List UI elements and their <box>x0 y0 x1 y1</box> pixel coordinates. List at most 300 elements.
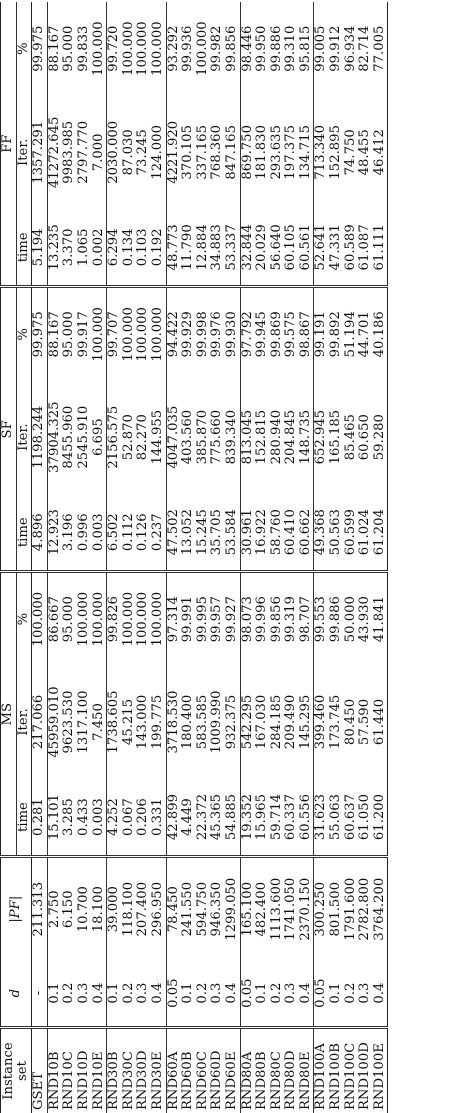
sf-pct-cell: 99.929 <box>181 287 196 380</box>
ff-time-cell: 0.002 <box>90 228 106 267</box>
sf-pct-cell: 100.000 <box>151 287 166 380</box>
ff-time-header: time <box>15 232 31 263</box>
ff-pct-header: % <box>15 42 31 55</box>
sf-iter-cell: 59.280 <box>373 380 388 494</box>
sf-time-cell: 15.245 <box>194 509 210 556</box>
sf-time-cell: 60.662 <box>297 509 313 556</box>
sf-pct-cell: 95.000 <box>62 287 77 380</box>
d-cell: 0.2 <box>120 982 136 1004</box>
table-row <box>270 2 285 1113</box>
sf-iter-cell: 1198.244 <box>32 380 48 494</box>
instance-cell: RND80D <box>284 1028 299 1113</box>
sf-time-cell: 35.705 <box>209 509 225 556</box>
pf-cell: 3764.200 <box>373 857 388 961</box>
ms-time-header: time <box>15 802 31 832</box>
d-cell: 0.3 <box>357 982 373 1004</box>
ff-iter-cell: 41272.645 <box>47 95 62 209</box>
ms-iter-cell: 284.185 <box>268 694 284 750</box>
instance-cell: RND10C <box>62 1028 77 1113</box>
d-cell: 0.4 <box>149 982 165 1004</box>
table-row <box>122 2 137 1113</box>
pf-cell: 165.100 <box>240 857 255 961</box>
ms-time-cell: 60.556 <box>297 793 313 841</box>
instance-cell: RND100C <box>344 1028 359 1113</box>
pf-cell: 2782.800 <box>358 857 373 961</box>
sf-iter-cell: 85.465 <box>342 414 358 461</box>
d-cell: - <box>32 960 48 1027</box>
d-cell: 0.05 <box>166 960 181 1027</box>
instance-cell: RND60A <box>166 1028 181 1113</box>
instance-set-header: Instance set <box>1 1028 32 1113</box>
ff-iter-cell: 713.340 <box>314 95 329 209</box>
table-row <box>92 2 107 1113</box>
pf-cell: 207.400 <box>136 857 151 961</box>
ms-pct-cell: 95.000 <box>62 572 77 665</box>
sf-iter-cell: 60.650 <box>357 414 373 461</box>
sf-iter-cell: 813.045 <box>240 380 255 494</box>
ms-iter-cell: 542.295 <box>240 665 255 779</box>
d-cell: 0.2 <box>61 982 77 1004</box>
ff-pct-cell: 99.833 <box>75 25 91 72</box>
d-cell: 0.3 <box>135 982 151 1004</box>
sf-time-cell: 60.599 <box>342 509 358 556</box>
table-row <box>314 2 329 1113</box>
ms-pct-cell: 99.856 <box>270 572 285 665</box>
ms-iter-cell: 1317.100 <box>75 690 91 754</box>
sf-pct-cell: 99.575 <box>284 287 299 380</box>
ff-pct-cell: 99.005 <box>314 2 329 95</box>
ms-pct-cell: 50.000 <box>344 572 359 665</box>
ms-pct-cell: 99.995 <box>196 572 211 665</box>
sf-group-header: SF <box>1 287 17 572</box>
sf-time-cell: 58.760 <box>268 509 284 556</box>
d-header: d <box>1 960 32 1027</box>
table-header <box>1 2 32 1113</box>
ff-time-cell: 34.883 <box>209 224 225 271</box>
ff-time-cell: 60.589 <box>342 224 358 271</box>
pf-cell: 78.450 <box>166 857 181 961</box>
ff-pct-cell: 99.310 <box>283 25 299 72</box>
sf-time-cell: 61.204 <box>373 494 388 572</box>
table-row <box>77 2 92 1113</box>
ff-time-cell: 60.105 <box>283 224 299 271</box>
ms-group-header: MS <box>1 572 17 857</box>
sf-pct-cell: 99.892 <box>329 287 344 380</box>
table-body <box>32 2 388 1113</box>
d-cell: 0.05 <box>240 960 255 1027</box>
ff-iter-cell: 293.635 <box>268 125 284 180</box>
table-row <box>284 2 299 1113</box>
sf-time-cell: 47.502 <box>166 494 181 572</box>
table-row <box>62 2 77 1113</box>
sf-time-cell: 53.584 <box>223 509 239 556</box>
sf-pct-cell: 100.000 <box>122 287 137 380</box>
ff-iter-cell: 9983.985 <box>61 120 77 184</box>
instance-cell: RND80E <box>299 1028 314 1113</box>
ms-iter-cell: 932.375 <box>223 694 239 750</box>
ff-time-cell: 61.111 <box>373 209 388 287</box>
d-cell: 0.4 <box>90 982 106 1004</box>
pf-cell: 211.313 <box>32 857 48 961</box>
pf-cell: 39.000 <box>107 857 122 961</box>
sf-time-cell: 4.896 <box>32 494 48 572</box>
instance-cell: RND10E <box>92 1028 107 1113</box>
pf-cell: 296.950 <box>151 857 166 961</box>
instance-cell: RND60D <box>210 1028 225 1113</box>
ms-time-cell: 60.637 <box>342 793 358 841</box>
sf-iter-cell: 2545.910 <box>75 405 91 469</box>
sf-time-cell: 0.126 <box>135 513 151 552</box>
ms-pct-cell: 100.000 <box>92 572 107 665</box>
pf-cell: 6.150 <box>62 857 77 961</box>
ff-pct-cell: 96.934 <box>342 25 358 72</box>
ff-time-cell: 5.194 <box>32 209 48 287</box>
table-row <box>255 2 270 1113</box>
sf-iter-cell: 144.955 <box>149 409 165 465</box>
instance-cell: RND100A <box>314 1028 329 1113</box>
ms-pct-cell: 98.707 <box>299 572 314 665</box>
ms-iter-cell: 57.590 <box>357 698 373 746</box>
ms-iter-cell: 180.400 <box>180 694 196 750</box>
pf-cell: 300.250 <box>314 857 329 961</box>
pf-cell: 2.750 <box>47 857 62 961</box>
sf-iter-cell: 4047.035 <box>166 380 181 494</box>
ff-iter-cell: 7.000 <box>90 133 106 172</box>
sf-pct-cell: 100.000 <box>92 287 107 380</box>
ms-pct-cell: 86.667 <box>47 572 62 665</box>
ff-time-cell: 1.065 <box>75 228 91 267</box>
table-row <box>136 2 151 1113</box>
ff-pct-cell: 95.000 <box>61 25 77 72</box>
table-row <box>196 2 211 1113</box>
sf-pct-cell: 88.167 <box>47 287 62 380</box>
ms-iter-cell: 1738.605 <box>107 665 122 779</box>
table-row <box>210 2 225 1113</box>
ff-time-cell: 61.087 <box>357 224 373 271</box>
sf-pct-cell: 99.998 <box>196 287 211 380</box>
ms-time-cell: 61.200 <box>373 779 388 857</box>
d-cell: 0.3 <box>283 982 299 1004</box>
sf-pct-cell: 40.186 <box>373 287 388 380</box>
ff-time-cell: 48.773 <box>166 209 181 287</box>
ff-pct-cell: 95.815 <box>297 25 313 72</box>
sf-iter-cell: 148.735 <box>297 409 313 465</box>
ff-time-cell: 52.641 <box>314 209 329 287</box>
ms-iter-cell: 80.450 <box>342 698 358 746</box>
ms-time-cell: 54.885 <box>223 793 239 841</box>
sf-time-cell: 0.003 <box>90 513 106 552</box>
ff-pct-cell: 100.000 <box>149 21 165 76</box>
sf-pct-cell: 100.000 <box>136 287 151 380</box>
ff-time-cell: 47.331 <box>328 224 344 271</box>
instance-cell: RND30B <box>107 1028 122 1113</box>
sf-time-cell: 3.196 <box>61 513 77 552</box>
sf-iter-cell: 52.870 <box>120 414 136 461</box>
instance-cell: RND30E <box>151 1028 166 1113</box>
sf-pct-cell: 51.194 <box>344 287 359 380</box>
sf-time-cell: 50.563 <box>328 509 344 556</box>
sf-pct-cell: 99.191 <box>314 287 329 380</box>
ff-time-cell: 32.844 <box>240 209 255 287</box>
ff-iter-cell: 768.360 <box>209 125 225 180</box>
ms-time-cell: 0.281 <box>32 779 48 857</box>
ff-pct-cell: 99.936 <box>180 25 196 72</box>
sf-pct-cell: 97.792 <box>240 287 255 380</box>
ms-iter-cell: 173.745 <box>328 694 344 750</box>
table-row <box>107 2 122 1113</box>
ms-iter-cell: 45.215 <box>120 698 136 746</box>
results-table <box>0 2 388 1113</box>
ff-pct-cell: 99.886 <box>268 25 284 72</box>
sf-iter-cell: 2156.575 <box>107 380 122 494</box>
ff-iter-cell: 74.750 <box>342 129 358 176</box>
sf-iter-cell: 280.940 <box>268 409 284 465</box>
ff-iter-cell: 869.750 <box>240 95 255 209</box>
ff-pct-cell: 99.856 <box>223 25 239 72</box>
ms-iter-header: Iter. <box>15 708 31 736</box>
ms-time-cell: 60.337 <box>283 793 299 841</box>
ms-time-cell: 59.714 <box>268 793 284 841</box>
instance-cell: RND30C <box>122 1028 137 1113</box>
sf-iter-cell: 6.695 <box>90 418 106 457</box>
pf-cell: 1791.600 <box>344 857 359 961</box>
ff-iter-cell: 1357.291 <box>32 95 48 209</box>
instance-cell: RND30D <box>136 1028 151 1113</box>
ms-time-cell: 15.965 <box>254 793 270 841</box>
ms-time-cell: 0.206 <box>135 798 151 836</box>
sf-iter-cell: 775.660 <box>209 409 225 465</box>
sf-time-cell: 30.961 <box>240 494 255 572</box>
pf-cell: 946.350 <box>210 857 225 961</box>
ff-time-cell: 6.294 <box>107 209 122 287</box>
d-cell: 0.1 <box>47 960 62 1027</box>
table-row <box>240 2 255 1113</box>
table-row <box>373 2 388 1113</box>
ff-iter-header: Iter. <box>15 138 31 166</box>
ms-time-cell: 19.352 <box>240 779 255 857</box>
instance-cell: RND60C <box>196 1028 211 1113</box>
sf-pct-header: % <box>16 287 32 380</box>
sf-iter-cell: 82.270 <box>135 414 151 461</box>
ms-pct-cell: 41.841 <box>373 572 388 665</box>
ms-time-cell: 0.067 <box>120 798 136 836</box>
ff-iter-cell: 337.165 <box>194 125 210 180</box>
ms-time-cell: 55.063 <box>328 793 344 841</box>
table-row <box>151 2 166 1113</box>
ff-pct-cell: 99.912 <box>328 25 344 72</box>
ff-pct-cell: 82.714 <box>357 25 373 72</box>
instance-cell: RND100D <box>358 1028 373 1113</box>
pf-cell: 241.550 <box>181 857 196 961</box>
d-cell: 0.2 <box>194 982 210 1004</box>
ms-pct-cell: 99.553 <box>314 572 329 665</box>
ff-pct-cell: 99.982 <box>209 25 225 72</box>
ff-pct-cell: 100.000 <box>90 21 106 76</box>
ms-time-cell: 4.252 <box>107 779 122 857</box>
ff-time-cell: 3.370 <box>61 228 77 267</box>
pf-header: |PF| <box>1 857 32 961</box>
sf-iter-cell: 165.185 <box>328 409 344 465</box>
pf-cell: 118.100 <box>122 857 137 961</box>
ms-iter-cell: 209.490 <box>283 694 299 750</box>
sf-iter-cell: 204.845 <box>283 409 299 465</box>
ff-iter-cell: 370.105 <box>180 125 196 180</box>
pf-cell: 2370.150 <box>299 857 314 961</box>
ms-iter-cell: 45959.010 <box>47 665 62 779</box>
ms-time-cell: 22.372 <box>194 793 210 841</box>
table-row <box>358 2 373 1113</box>
ms-pct-cell: 100.000 <box>77 572 92 665</box>
pf-cell: 1299.050 <box>225 857 240 961</box>
d-cell: 0.3 <box>209 982 225 1004</box>
ff-pct-cell: 99.975 <box>32 2 48 95</box>
ff-pct-cell: 99.950 <box>254 25 270 72</box>
table-row <box>299 2 314 1113</box>
ms-iter-cell: 145.295 <box>297 694 313 750</box>
d-cell: 0.4 <box>297 982 313 1004</box>
ms-time-cell: 0.003 <box>90 798 106 836</box>
ms-time-cell: 15.101 <box>47 779 62 857</box>
ms-iter-cell: 217.066 <box>32 665 48 779</box>
ff-pct-cell: 100.000 <box>120 21 136 76</box>
d-cell: 0.05 <box>314 960 329 1027</box>
pf-cell: 482.400 <box>255 857 270 961</box>
ff-pct-cell: 77.005 <box>373 2 388 95</box>
sf-iter-cell: 8455.960 <box>61 405 77 469</box>
sf-time-cell: 12.923 <box>47 494 62 572</box>
ms-iter-cell: 199.775 <box>149 694 165 750</box>
ff-iter-cell: 152.895 <box>328 125 344 180</box>
instance-cell: RND60E <box>225 1028 240 1113</box>
ff-iter-cell: 124.000 <box>149 125 165 180</box>
ms-iter-cell: 583.585 <box>194 694 210 750</box>
ms-pct-cell: 98.073 <box>240 572 255 665</box>
ff-iter-cell: 2030.000 <box>107 95 122 209</box>
ms-pct-cell: 99.886 <box>329 572 344 665</box>
ff-iter-cell: 46.412 <box>373 95 388 209</box>
sf-time-cell: 60.410 <box>283 509 299 556</box>
sf-pct-cell: 99.976 <box>210 287 225 380</box>
ms-time-cell: 61.050 <box>357 793 373 841</box>
ms-pct-cell: 99.991 <box>181 572 196 665</box>
sf-iter-cell: 385.870 <box>194 409 210 465</box>
d-cell: 0.2 <box>342 982 358 1004</box>
ms-pct-cell: 99.319 <box>284 572 299 665</box>
ff-group-header: FF <box>1 2 17 287</box>
sf-time-cell: 61.024 <box>357 509 373 556</box>
instance-cell: RND80B <box>255 1028 270 1113</box>
ms-pct-cell: 97.314 <box>166 572 181 665</box>
ms-pct-cell: 99.957 <box>210 572 225 665</box>
ff-iter-cell: 4221.920 <box>166 95 181 209</box>
ms-time-cell: 42.899 <box>166 779 181 857</box>
ms-iter-cell: 167.030 <box>254 694 270 750</box>
ms-pct-cell: 100.000 <box>136 572 151 665</box>
ms-pct-cell: 100.000 <box>151 572 166 665</box>
ff-time-cell: 60.561 <box>297 224 313 271</box>
sf-pct-cell: 99.869 <box>270 287 285 380</box>
d-cell: 0.1 <box>328 982 344 1004</box>
ff-iter-cell: 197.375 <box>283 125 299 180</box>
ff-time-cell: 11.790 <box>180 224 196 271</box>
d-cell: 0.1 <box>107 960 122 1027</box>
d-cell: 0.4 <box>373 960 388 1027</box>
sf-time-cell: 0.996 <box>75 513 91 552</box>
ms-pct-cell: 99.927 <box>225 572 240 665</box>
sf-iter-cell: 652.945 <box>314 380 329 494</box>
ms-time-cell: 0.331 <box>149 798 165 836</box>
ms-iter-cell: 3718.530 <box>166 665 181 779</box>
sf-time-cell: 13.052 <box>180 509 196 556</box>
ms-iter-cell: 399.460 <box>314 665 329 779</box>
pf-cell: 18.100 <box>92 857 107 961</box>
ms-iter-cell: 7.450 <box>90 703 106 741</box>
ff-time-cell: 53.337 <box>223 224 239 271</box>
instance-cell: GSET <box>32 1028 48 1113</box>
ff-iter-cell: 181.830 <box>254 125 270 180</box>
ms-time-cell: 3.285 <box>61 798 77 836</box>
ff-pct-cell: 93.292 <box>166 2 181 95</box>
sf-time-cell: 6.502 <box>107 494 122 572</box>
ff-pct-cell: 98.446 <box>240 2 255 95</box>
instance-cell: RND10D <box>77 1028 92 1113</box>
instance-cell: RND100B <box>329 1028 344 1113</box>
ff-iter-cell: 48.455 <box>357 129 373 176</box>
sf-iter-cell: 839.340 <box>223 409 239 465</box>
pf-cell: 1113.600 <box>270 857 285 961</box>
d-cell: 0.1 <box>254 982 270 1004</box>
ms-pct-header: % <box>16 572 32 665</box>
ff-pct-cell: 88.167 <box>47 2 62 95</box>
instance-cell: RND80C <box>270 1028 285 1113</box>
sf-pct-cell: 99.945 <box>255 287 270 380</box>
ff-time-cell: 0.192 <box>149 228 165 267</box>
d-cell: 0.2 <box>268 982 284 1004</box>
ff-pct-cell: 100.000 <box>194 21 210 76</box>
sf-pct-cell: 98.867 <box>299 287 314 380</box>
ms-time-cell: 31.623 <box>314 779 329 857</box>
ms-iter-cell: 9623.530 <box>61 690 77 754</box>
d-cell: 0.3 <box>75 982 91 1004</box>
ff-iter-cell: 2797.770 <box>75 120 91 184</box>
ff-iter-cell: 134.715 <box>297 125 313 180</box>
sf-iter-header: Iter. <box>15 423 31 451</box>
sf-pct-cell: 99.917 <box>77 287 92 380</box>
table-row <box>166 2 181 1113</box>
ff-time-cell: 20.029 <box>254 224 270 271</box>
sf-time-cell: 0.237 <box>149 513 165 552</box>
table-row <box>32 2 48 1113</box>
instance-cell: RND80A <box>240 1028 255 1113</box>
ff-time-cell: 13.235 <box>47 209 62 287</box>
table-row <box>225 2 240 1113</box>
sf-iter-cell: 403.560 <box>180 409 196 465</box>
ff-time-cell: 12.884 <box>194 224 210 271</box>
table-row <box>329 2 344 1113</box>
d-cell: 0.4 <box>223 982 239 1004</box>
ms-time-cell: 0.433 <box>75 798 91 836</box>
sf-pct-cell: 99.975 <box>32 287 48 380</box>
table-row <box>344 2 359 1113</box>
pf-cell: 594.750 <box>196 857 211 961</box>
sf-pct-cell: 99.930 <box>225 287 240 380</box>
sf-iter-cell: 37904.325 <box>47 380 62 494</box>
ff-time-cell: 0.134 <box>120 228 136 267</box>
ms-pct-cell: 100.000 <box>122 572 137 665</box>
table-row <box>47 2 62 1113</box>
ff-time-cell: 0.103 <box>135 228 151 267</box>
ff-iter-cell: 73.245 <box>135 129 151 176</box>
